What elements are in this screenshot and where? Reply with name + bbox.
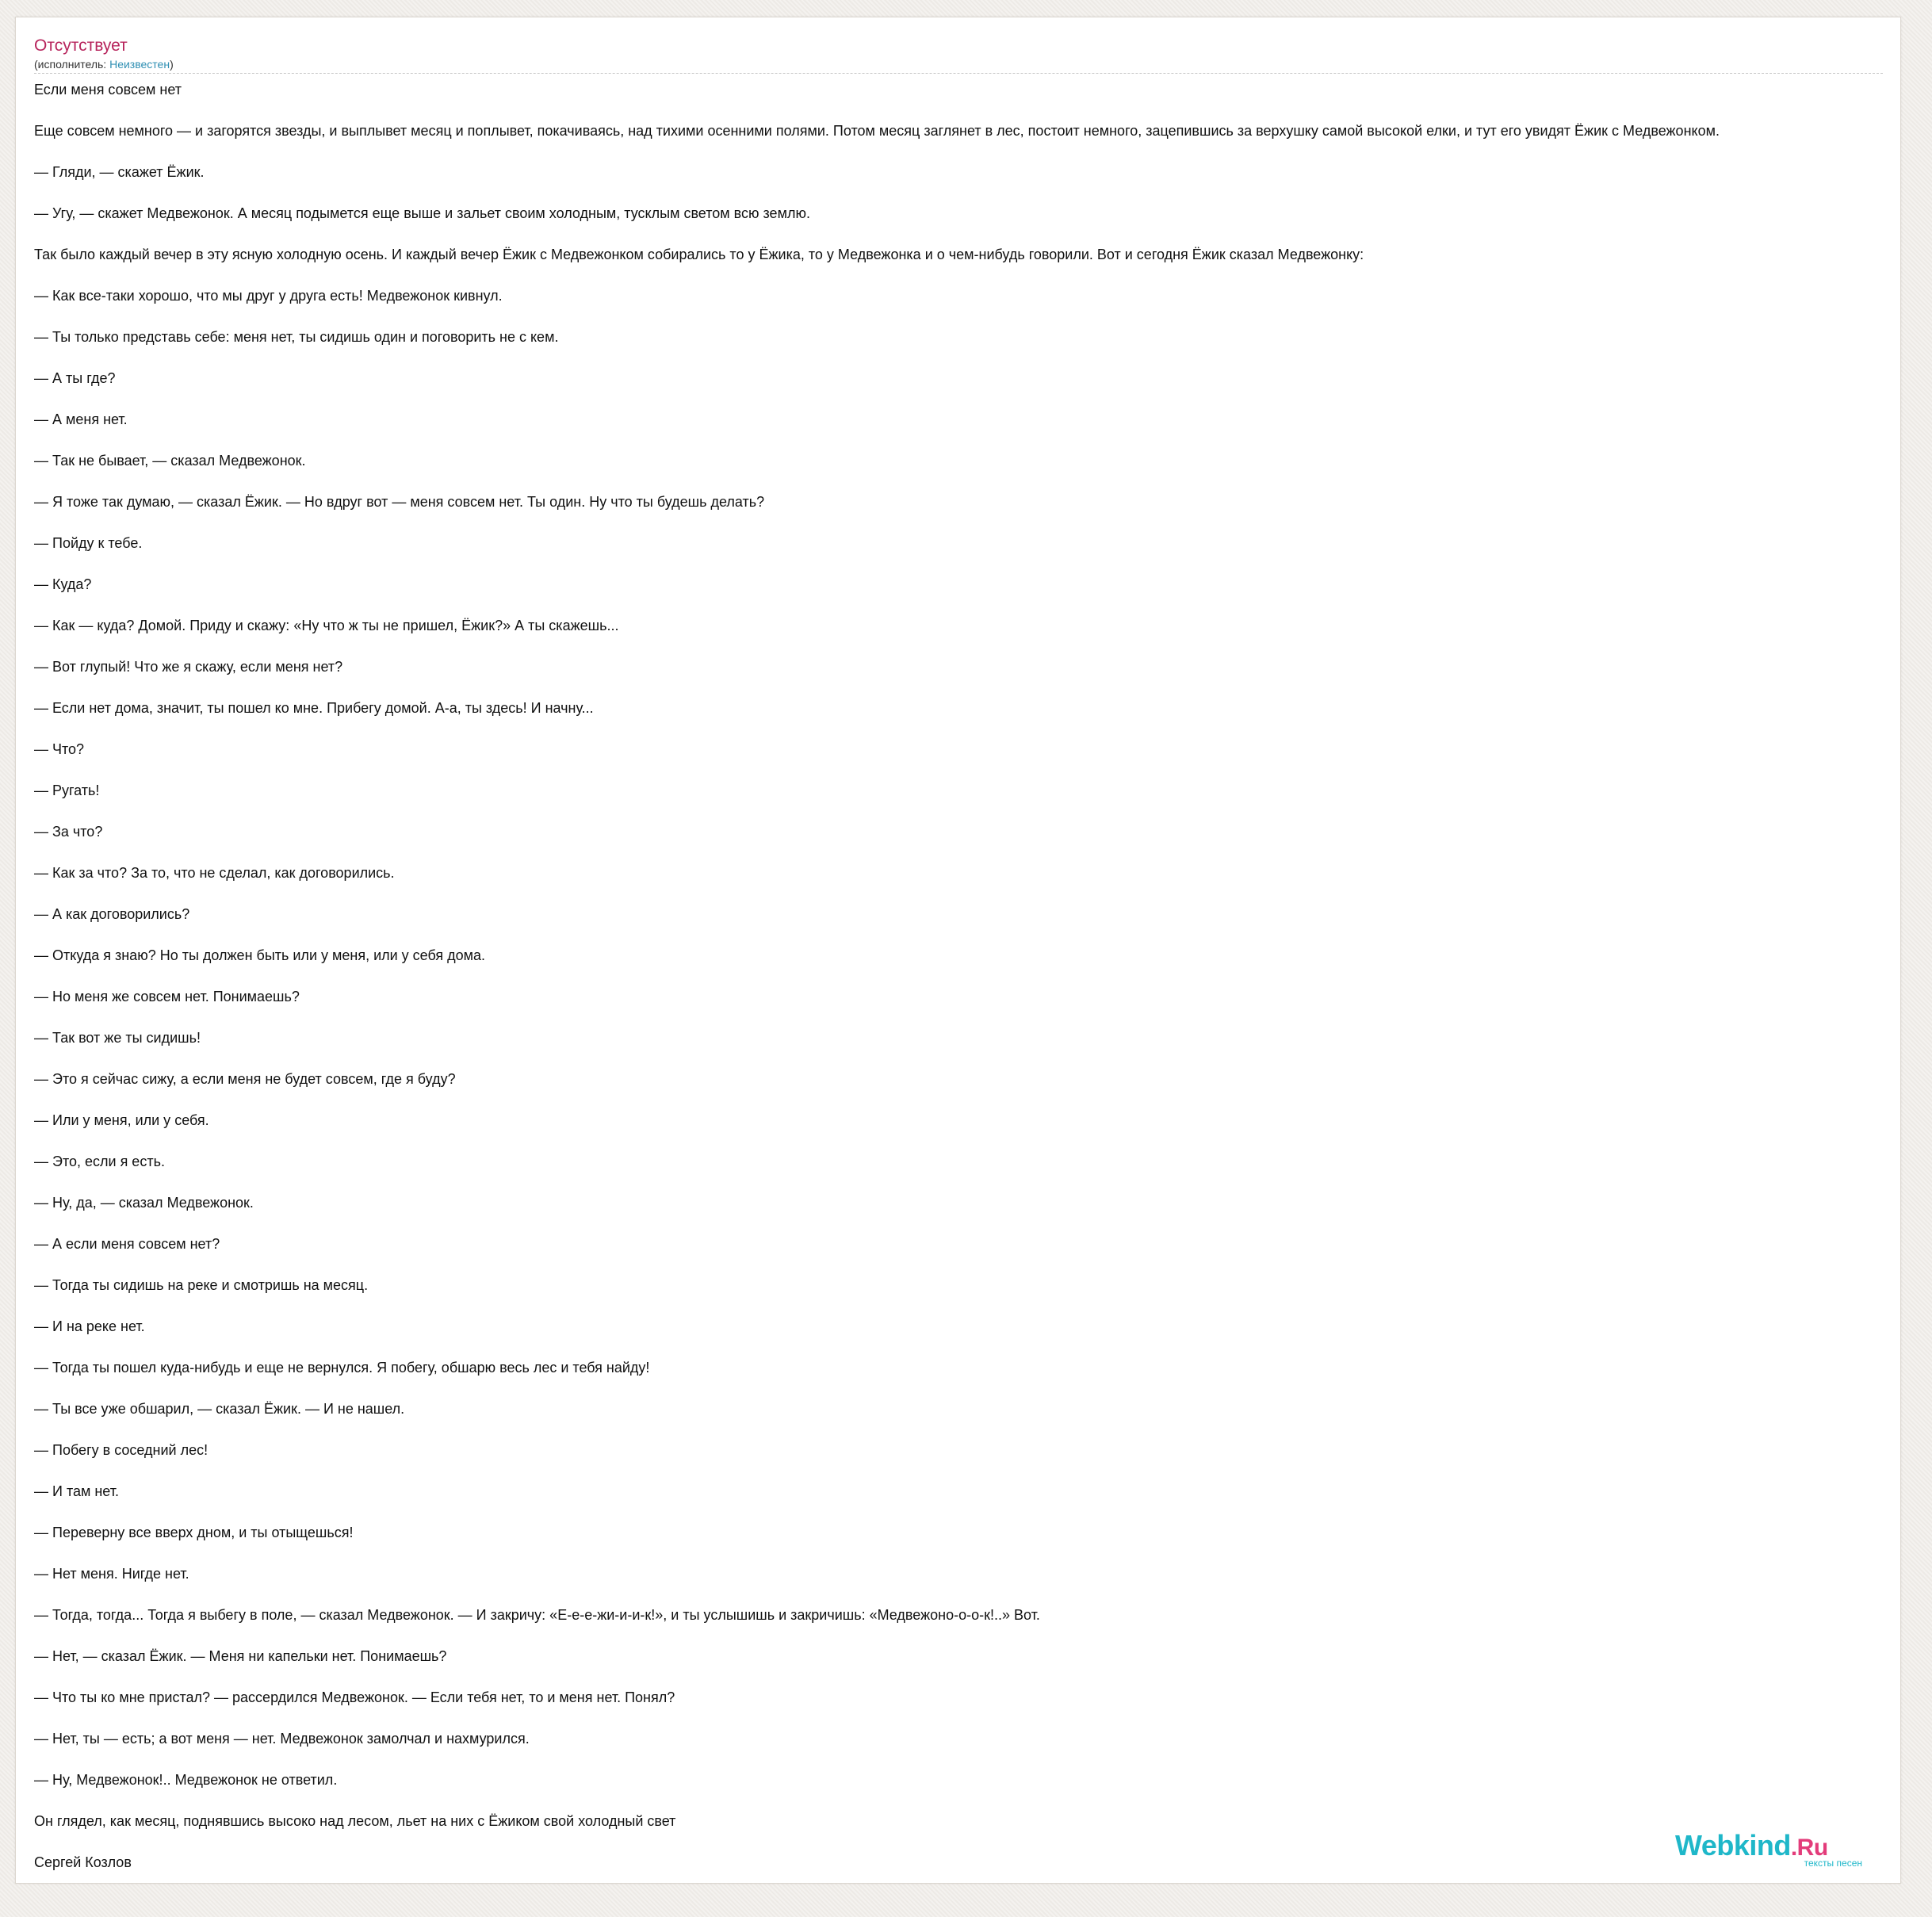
lyric-line: — Так вот же ты сидишь! <box>34 1030 201 1046</box>
lyric-line: — Я тоже так думаю, — сказал Ёжик. — Но вдруг вот — меня совсем нет. Ты один. Ну что ты будешь делать? <box>34 494 765 510</box>
lyric-line: — Ты только представь себе: меня нет, ты сидишь один и поговорить не с кем. <box>34 329 559 345</box>
lyric-line: — Ну, да, — сказал Медвежонок. <box>34 1195 254 1211</box>
lyric-line: — Что? <box>34 741 85 757</box>
logo-brand: Webkind <box>1675 1829 1791 1862</box>
lyric-line: — Но меня же совсем нет. Понимаешь? <box>34 989 300 1004</box>
lyric-line: — Побегу в соседний лес! <box>34 1442 209 1458</box>
logo-domain: .Ru <box>1790 1835 1828 1861</box>
lyric-line: — Нет меня. Нигде нет. <box>34 1566 189 1582</box>
song-title: Отсутствует <box>34 36 128 55</box>
performer-prefix: (исполнитель: <box>34 58 110 71</box>
lyric-line: — Нет, ты — есть; а вот меня — нет. Медвежонок замолчал и нахмурился. <box>34 1731 530 1747</box>
lyric-line: — Так не бывает, — сказал Медвежонок. <box>34 453 306 469</box>
webkind-logo[interactable] <box>1675 1830 1865 1868</box>
lyric-line: — Если нет дома, значит, ты пошел ко мне. Прибегу домой. А-а, ты здесь! И начну... <box>34 700 594 716</box>
lyric-line: — А как договорились? <box>34 906 190 922</box>
lyric-line: Если меня совсем нет <box>34 82 182 98</box>
performer-line <box>34 58 1883 71</box>
lyric-line: — Что ты ко мне пристал? — рассердился Медвежонок. — Если тебя нет, то и меня нет. Понял? <box>34 1689 675 1705</box>
lyric-line: — Как все-таки хорошо, что мы друг у друга есть! Медвежонок кивнул. <box>34 288 503 304</box>
header-divider <box>34 73 1883 74</box>
performer-link[interactable]: Неизвестен <box>109 58 170 71</box>
lyric-line: — Пойду к тебе. <box>34 535 143 551</box>
lyric-line: — Это, если я есть. <box>34 1154 165 1169</box>
lyric-line: — А ты где? <box>34 370 116 386</box>
lyric-line: — А если меня совсем нет? <box>34 1236 220 1252</box>
performer-suffix: ) <box>170 58 174 71</box>
lyric-line: — И на реке нет. <box>34 1318 145 1334</box>
lyrics-text <box>34 81 1883 1884</box>
page-container <box>15 17 1901 1884</box>
lyric-line: Так было каждый вечер в эту ясную холодную осень. И каждый вечер Ёжик с Медвежонком собирались то у Ёжика, то у Медвежонка и о чем-нибудь говорили. Вот и сегодня Ёжик сказал Медвежонку: <box>34 247 1364 262</box>
lyric-line: — Как — куда? Домой. Приду и скажу: «Ну что ж ты не пришел, Ёжик?» А ты скажешь... <box>34 618 619 633</box>
lyric-line: — Откуда я знаю? Но ты должен быть или у меня, или у себя дома. <box>34 947 486 963</box>
lyric-line: — Гляди, — скажет Ёжик. <box>34 164 205 180</box>
lyric-line: — Тогда ты сидишь на реке и смотришь на месяц. <box>34 1277 369 1293</box>
lyric-line: — За что? <box>34 824 103 840</box>
lyric-line: Он глядел, как месяц, поднявшись высоко над лесом, льет на них с Ёжиком свой холодный свет <box>34 1813 676 1829</box>
lyric-line: — Нет, — сказал Ёжик. — Меня ни капельки нет. Понимаешь? <box>34 1648 447 1664</box>
lyric-line: — Тогда, тогда... Тогда я выбегу в поле, — сказал Медвежонок. — И закричу: «Е-е-е-жи-и-и-к!», и ты услышишь и закричишь: «Медвежоно-о-о-к!..» Вот. <box>34 1607 1040 1623</box>
lyric-line: — Ты все уже обшарил, — сказал Ёжик. — И не нашел. <box>34 1401 405 1417</box>
lyric-line: — Переверну все вверх дном, и ты отыщешься! <box>34 1525 354 1540</box>
lyric-line: — Куда? <box>34 576 92 592</box>
lyric-line: Сергей Козлов <box>34 1854 132 1870</box>
lyric-line: — Как за что? За то, что не сделал, как договорились. <box>34 865 395 881</box>
lyric-line: — Вот глупый! Что же я скажу, если меня нет? <box>34 659 343 675</box>
lyric-line: — Ну, Медвежонок!.. Медвежонок не ответил. <box>34 1772 338 1788</box>
lyric-line: — Тогда ты пошел куда-нибудь и еще не вернулся. Я побегу, обшарю весь лес и тебя найду! <box>34 1360 650 1376</box>
lyric-line: Еще совсем немного — и загорятся звезды, и выплывет месяц и поплывет, покачиваясь, над тихими осенними полями. Потом месяц заглянет в лес, постоит немного, зацепившись за верхушку самой высокой елки, и тут его увидят Ёжик с Медвежонком. <box>34 123 1720 139</box>
content-area <box>34 36 1883 1884</box>
lyric-line: — Угу, — скажет Медвежонок. А месяц подымется еще выше и зальет своим холодным, тусклым светом всю землю. <box>34 205 810 221</box>
lyric-line: — Это я сейчас сижу, а если меня не будет совсем, где я буду? <box>34 1071 456 1087</box>
lyric-line: — Или у меня, или у себя. <box>34 1112 209 1128</box>
logo-tagline: тексты песен <box>1804 1858 1862 1869</box>
lyric-line: — И там нет. <box>34 1483 119 1499</box>
lyric-line: — А меня нет. <box>34 411 128 427</box>
lyric-line: — Ругать! <box>34 782 100 798</box>
